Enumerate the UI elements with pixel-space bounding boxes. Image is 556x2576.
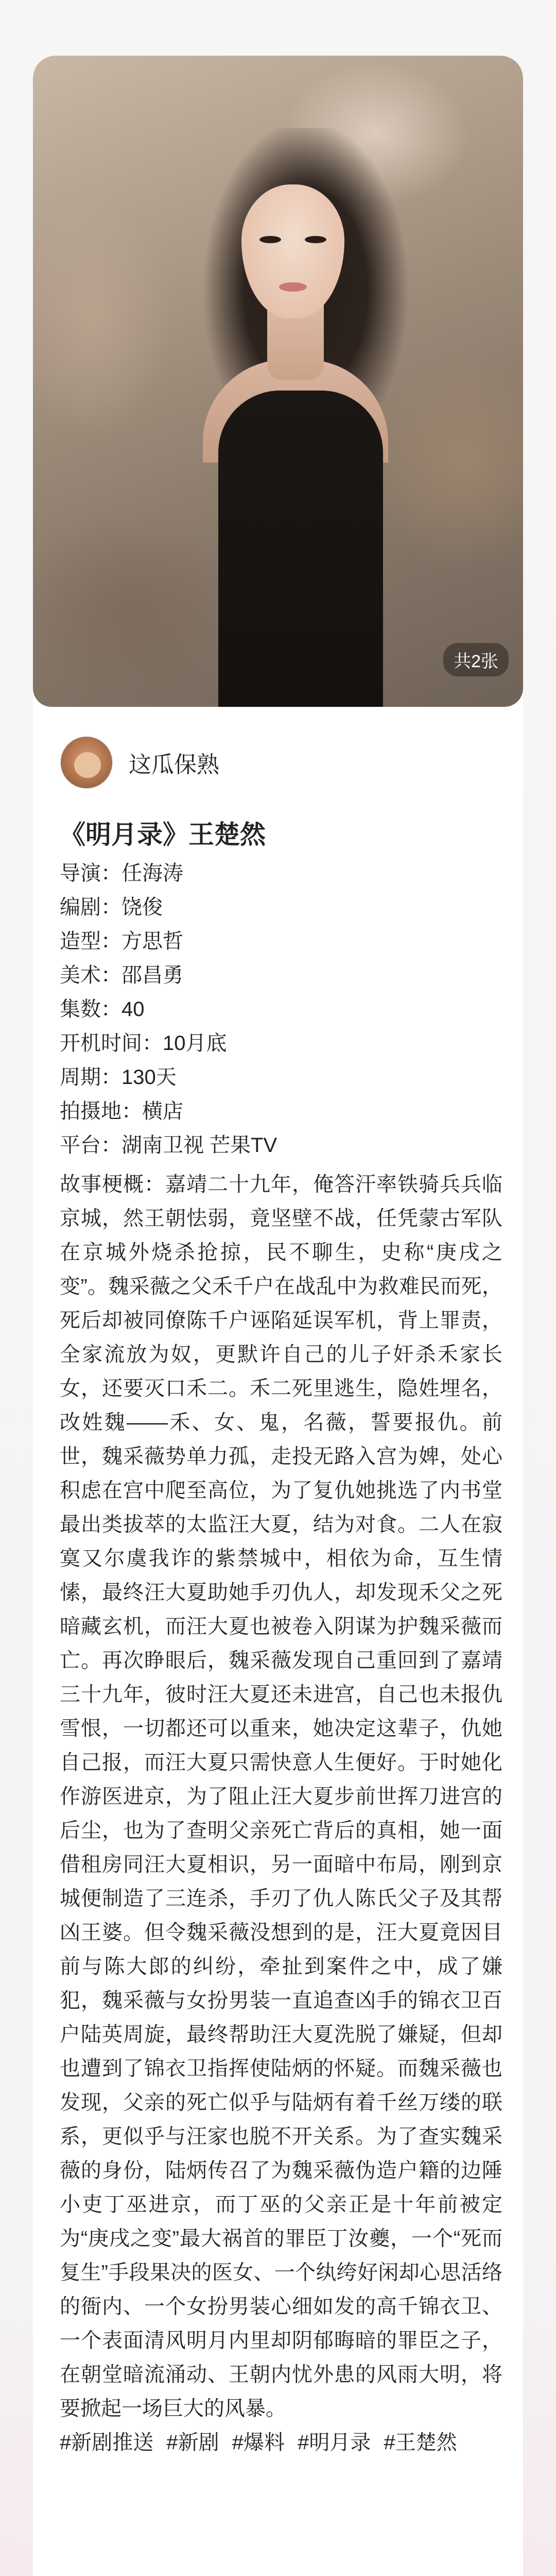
image-figure-lips [279,282,307,292]
avatar[interactable] [60,736,113,789]
tag-link[interactable]: #王楚然 [384,2431,457,2454]
credit-line: 开机时间：10月底 [60,1032,227,1055]
tag-list [60,2426,502,2460]
post-content [60,813,502,2460]
tag-link[interactable]: #爆料 [232,2431,285,2454]
post-image[interactable] [33,56,523,707]
image-figure-eye [305,236,326,243]
author-row[interactable] [60,732,219,793]
synopsis-text: 故事梗概：嘉靖二十九年，俺答汗率铁骑兵兵临京城，然王朝怯弱，竟坚壁不战，任凭蒙古军队在京城外烧杀抢掠，民不聊生，史称“庚戌之变”。魏采薇之父禾千户在战乱中为救难民而死，死后却被同僚陈千户诬陷延误军机，背上罪责，全家流放为奴，更默许自己的儿子奸杀禾家长女，还要灭口禾二。禾二死里逃生，隐姓埋名，改姓魏——禾、女、鬼，名薇，誓要报仇。前世，魏采薇势单力孤，走投无路入宫为婢，处心积虑在宫中爬至高位，为了复仇她挑选了内书堂最出类拔萃的太监汪大夏，结为对食。二人在寂寞又尔虞我诈的紫禁城中，相依为命，互生情愫，最终汪大夏助她手刃仇人，却发现禾父之死暗藏玄机，而汪大夏也被卷入阴谋为护魏采薇而亡。再次睁眼后，魏采薇发现自己重回到了嘉靖三十九年，彼时汪大夏还未进宫，自己也未报仇雪恨，一切都还可以重来，她决定这辈子，仇她自己报，而汪大夏只需快意人生便好。于时她化作游医进京，为了阻止汪大夏步前世挥刀进宫的后尘，也为了查明父亲死亡背后的真相，她一面借租房同汪大夏相识，另一面暗中布局，刚到京城便制造了三连杀，手刃了仇人陈氏父子及其帮凶王婆。但令魏采薇没想到的是，汪大夏竟因目前与陈大郎的纠纷，牵扯到案件之中，成了嫌犯，魏采薇与女扮男装一直追查凶手的锦衣卫百户陆英周旋，最终帮助汪大夏洗脱了嫌疑，但却也遭到了锦衣卫指挥使陆炳的怀疑。而魏采薇也发现，父亲的死亡似乎与陆炳有着千丝万缕的联系，更似乎与汪家也脱不开关系。为了查实魏采薇的身份，陆炳传召了为魏采薇伪造户籍的边陲小吏丁巫进京，而丁巫的父亲正是十年前被定为“庚戌之变”最大祸首的罪臣丁汝夔，一个“死而复生”手段果决的医女、一个纨绔好闲却心思活络的衙内、一个女扮男装心细如发的高千锦衣卫、一个表面清风明月内里却阴郁晦暗的罪臣之子，在朝堂暗流涌动、王朝内忧外患的风雨大明，将要掀起一场巨大的风暴。 [60,1173,502,2420]
credit-line: 拍摄地：横店 [60,1100,183,1123]
post-card [33,56,523,2576]
credit-line: 编剧：饶俊 [60,896,163,919]
credit-line: 导演：任海涛 [60,862,183,885]
image-count-badge: 共2张 [443,643,509,676]
tag-link[interactable]: #新剧推送 [60,2431,154,2454]
credit-line: 平台：湖南卫视 芒果TV [60,1134,277,1157]
credit-line: 美术：邵昌勇 [60,964,183,987]
tag-link[interactable]: #新剧 [166,2431,219,2454]
author-name[interactable]: 这瓜保熟 [129,752,219,777]
credit-line: 造型：方思哲 [60,930,183,953]
image-figure-dress [218,391,383,707]
credit-line: 集数：40 [60,998,145,1021]
image-figure-eye [259,236,281,243]
credit-line: 周期：130天 [60,1066,177,1089]
post-title: 《明月录》王楚然 [60,820,266,849]
tag-link[interactable]: #明月录 [298,2431,371,2454]
